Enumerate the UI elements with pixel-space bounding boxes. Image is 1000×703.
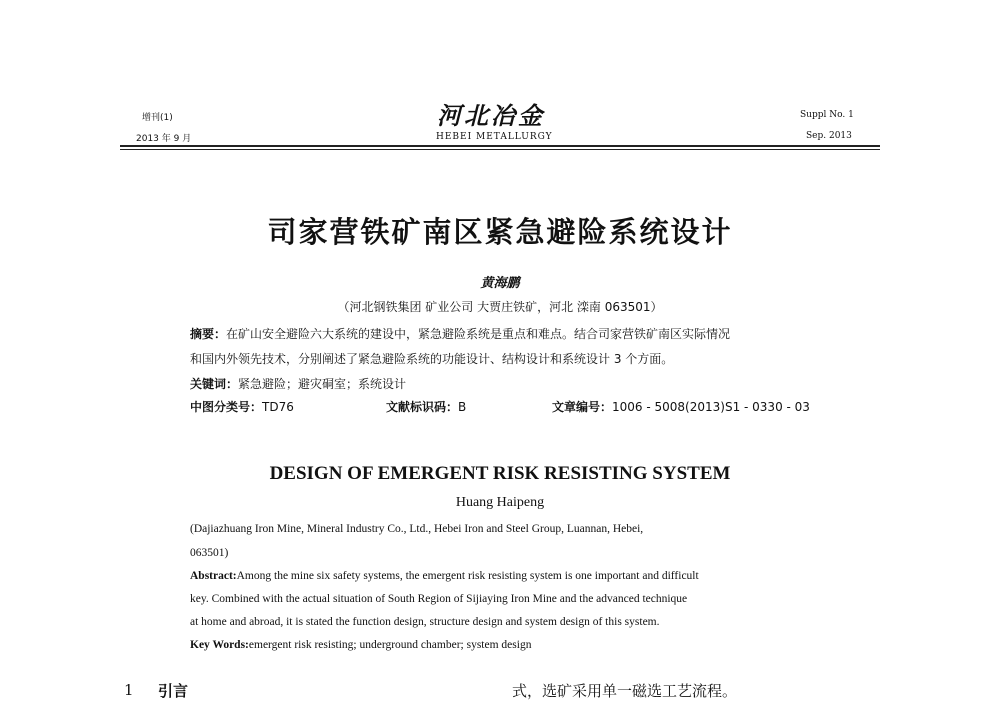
article-number-value: 1006 - 5008(2013)S1 - 0330 - 03: [612, 400, 810, 414]
article-number: [552, 398, 810, 415]
supplement-en: Suppl No. 1: [800, 110, 854, 120]
date-cn: 2013 年 9 月: [136, 134, 192, 144]
keywords-en-text: emergent risk resisting; underground chamber; system design: [248, 639, 532, 651]
clc-number: [190, 398, 294, 415]
affiliation-cn: （河北钢铁集团 矿业公司 大贾庄铁矿，河北 滦南 063501）: [337, 300, 663, 314]
affiliation-en-line-1: (Dajiazhuang Iron Mine, Mineral Industry Co., Ltd., Hebei Iron and Steel Group, Luannan, Hebei,: [190, 523, 644, 535]
doc-code: [386, 398, 466, 415]
abstract-cn-text-1: 在矿山安全避险六大系统的建设中，紧急避险系统是重点和难点。结合司家营铁矿南区实际情况: [226, 327, 731, 341]
keywords-label-en: Key Words:: [190, 639, 249, 651]
header-rule-thin: [120, 149, 880, 150]
abstract-en-text-1: Among the mine six safety systems, the emergent risk resisting system is one important and difficult: [236, 570, 699, 582]
author-en: Huang Haipeng: [455, 495, 545, 510]
author-cn: 黄海鹏: [480, 276, 520, 291]
date-en: Sep. 2013: [806, 131, 852, 141]
clc-label: 中图分类号：: [190, 400, 263, 414]
abstract-label-cn: 摘要：: [190, 327, 227, 341]
abstract-cn-line-1: [190, 325, 730, 342]
section-number: 1: [124, 681, 134, 699]
keywords-cn: [190, 375, 406, 392]
right-column-text: 式，选矿采用单一磁选工艺流程。: [512, 682, 738, 700]
abstract-label-en: Abstract:: [190, 570, 237, 582]
journal-name-en: HEBEI METALLURGY: [436, 132, 553, 142]
keywords-en: [190, 639, 531, 651]
abstract-en-line-1: [190, 570, 699, 582]
clc-value: TD76: [262, 400, 294, 414]
article-number-label: 文章编号：: [552, 400, 613, 414]
supplement-cn: 增刊(1): [142, 113, 173, 123]
keywords-cn-text: 紧急避险；避灾硐室；系统设计: [238, 377, 407, 391]
abstract-en-line-3: at home and abroad, it is stated the function design, structure design and system design of this system.: [190, 616, 660, 628]
title-en: DESIGN OF EMERGENT RISK RESISTING SYSTEM: [269, 463, 731, 484]
keywords-label-cn: 关键词：: [190, 377, 239, 391]
doc-code-label: 文献标识码：: [386, 400, 459, 414]
abstract-cn-line-2: 和国内外领先技术，分别阐述了紧急避险系统的功能设计、结构设计和系统设计 3 个方面。: [190, 352, 674, 366]
section-title: 引言: [158, 682, 189, 700]
header-rule-thick: [120, 145, 880, 147]
doc-code-value: B: [458, 400, 467, 414]
title-cn: 司家营铁矿南区紧急避险系统设计: [267, 215, 733, 249]
abstract-en-line-2: key. Combined with the actual situation of South Region of Sijiaying Iron Mine and the advanced technique: [190, 593, 688, 605]
journal-logo: 河北冶金: [437, 101, 545, 130]
affiliation-en-line-2: 063501): [190, 547, 229, 559]
